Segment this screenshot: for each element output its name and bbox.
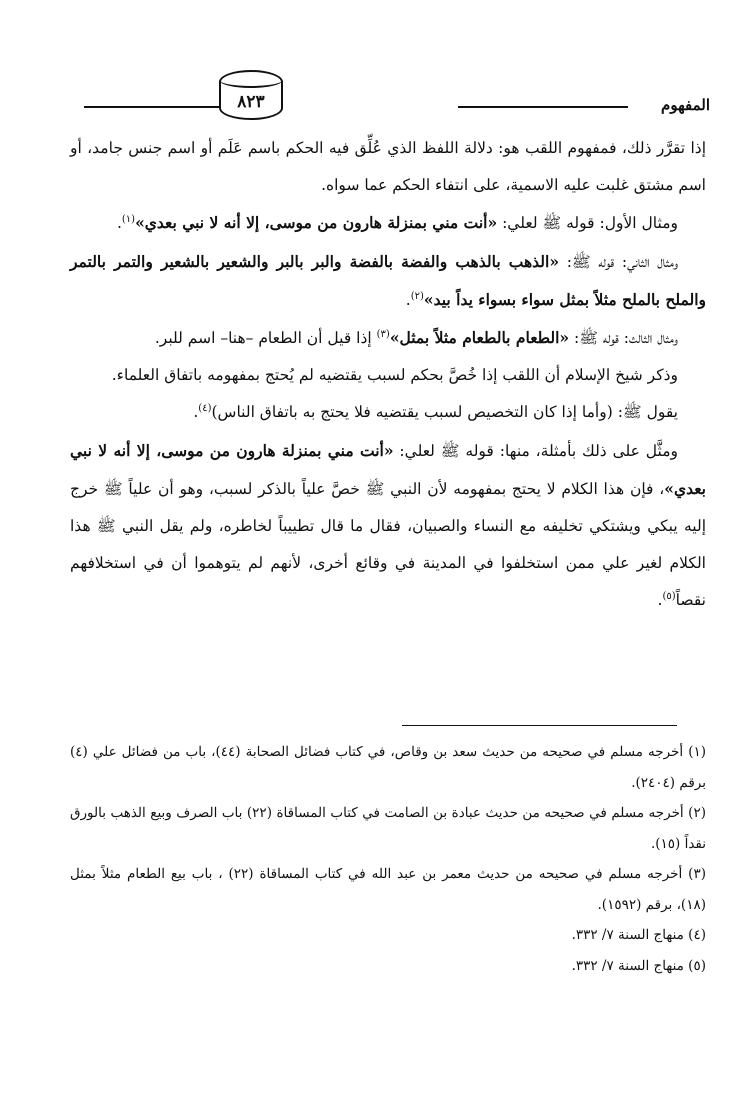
paragraph-example-first: [70, 204, 706, 242]
footnote-ref-2: (٢): [410, 290, 424, 302]
footnote-1: (١) أخرجه مسلم في صحيحه من حديث سعد بن وقاص، في كتاب فضائل الصحابة (٤٤)، باب من فضائل علي (٤) برقم (٢٤٠٤).: [70, 744, 707, 791]
example-second-end: .: [405, 290, 411, 309]
example-second-intro: ومثال الثاني: قوله ﷺ:: [559, 252, 678, 271]
footnote-3: (٣) أخرجه مسلم في صحيحه من حديث معمر بن عبد الله في كتاب المساقاة (٢٢) ، باب بيع الطعام مثلاً بمثل (١٨)، برقم (١٥٩٢).: [70, 866, 706, 913]
paragraph-definition: إذا تقرَّر ذلك، فمفهوم اللقب هو: دلالة اللفظ الذي عُلِّق فيه الحكم باسم عَلَم أو اسم جنس جامد، أو اسم مشتق غلبت عليه الاسمية، على انتفاء الحكم عما سواه.: [70, 139, 706, 195]
example-third-intro: ومثال الثالث: قوله ﷺ:: [569, 329, 678, 348]
footnote-ref-4: (٤): [198, 403, 212, 415]
footnote-ref-5: (٥): [662, 591, 676, 603]
illustration-intro: ومثَّل على ذلك بأمثلة، منها: قوله ﷺ لعلي:: [393, 441, 678, 460]
running-title: المفهوم: [661, 96, 710, 114]
footnote-divider: [402, 725, 677, 726]
illustration-end: .: [657, 591, 663, 610]
footnote-ref-1: (١): [121, 214, 136, 226]
footnote-4: (٤) منهاج السنة ٧/ ٣٣٢.: [571, 927, 706, 943]
header-rule-left: [84, 106, 219, 108]
illustration-explanation: ، فإن هذا الكلام لا يحتج بمفهومه لأن النبي ﷺ خصَّ علياً بالذكر لسبب، وهو أن علياً ﷺ خرج إليه يبكي ويشتكي تخليفه مع النساء والصبيان، فقال ما قال تطييباً لخاطره، ولم يقل النبي ﷺ هذا الكلام لغير علي ممن استخلفوا في المدينة في وقائع أخرى، لأنهم لم يتوهموا أن في استخلافهم نقصاً: [70, 479, 706, 610]
example-first-end: .: [116, 214, 122, 233]
paragraph-example-third: [70, 319, 706, 357]
footnotes: [70, 737, 706, 981]
paragraph-example-second: [70, 243, 706, 319]
page-number: ٨٢٣: [219, 70, 283, 120]
quote-text: يقول ﷺ: (وأما إذا كان التخصيص لسبب يقتضيه فلا يحتج به باتفاق الناس): [211, 403, 678, 422]
illustration-hadith: «أنت مني بمنزلة هارون من موسى، إلا أنه لا نبي بعدي»: [70, 440, 706, 498]
example-first-intro: ومثال الأول: قوله ﷺ لعلي:: [497, 214, 678, 233]
header-rule-right: [458, 106, 628, 108]
footnote-5: (٥) منهاج السنة ٧/ ٣٣٢.: [571, 957, 706, 974]
quote-end: .: [193, 403, 199, 422]
example-third-hadith: «الطعام بالطعام مثلاً بمثل»: [389, 328, 570, 348]
paragraph-illustration: [70, 432, 706, 620]
example-first-hadith: «أنت مني بمنزلة هارون من موسى، إلا أنه لا نبي بعدي»: [135, 213, 498, 233]
example-second-hadith: «الذهب بالذهب والفضة بالفضة والبر بالبر والشعير بالشعير والتمر بالتمر والملح بالملح مثلاً بمثل سواء بسواء يداً بيد»: [70, 251, 706, 309]
page-header: [64, 68, 710, 128]
paragraph-sheikh-islam: وذكر شيخ الإسلام أن اللقب إذا خُصَّ بحكم لسبب يقتضيه لم يُحتج بمفهومه باتفاق العلماء.: [111, 366, 678, 385]
footnote-ref-3: (٣): [376, 328, 390, 340]
footnote-2: (٢) أخرجه مسلم في صحيحه من حديث عبادة بن الصامت في كتاب المساقاة (٢٢) باب الصرف وبيع الذهب بالورق نقداً (١٥).: [70, 805, 706, 852]
paragraph-quote: [70, 394, 706, 431]
main-text: [70, 130, 706, 620]
example-third-end: إذا قيل أن الطعام –هنا– اسم للبر.: [154, 329, 377, 348]
